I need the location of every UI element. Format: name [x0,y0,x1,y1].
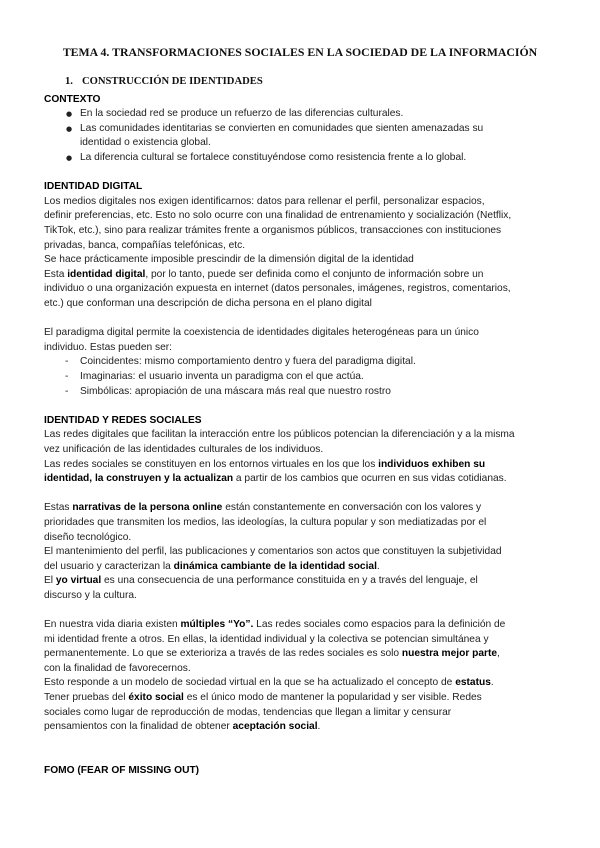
subsection-heading: FOMO (FEAR OF MISSING OUT) [44,765,200,776]
text-line [44,501,584,516]
text-run: con la finalidad de favorecernos. [44,662,191,674]
text-run: . [376,560,380,572]
document-title: TEMA 4. TRANSFORMACIONES SOCIALES EN LA SOCIEDAD DE LA INFORMACIÓN [62,45,538,59]
dash-list [44,355,584,399]
text-run: El paradigma digital permite la coexistencia de identidades digitales heterogéneas para un único [44,327,479,339]
bullet-item [44,151,584,166]
subsection-heading: IDENTIDAD DIGITAL [44,181,143,193]
text-run: Las redes digitales que facilitan la interacción entre los públicos potencian la diferenciación y a la misma [44,429,515,441]
bold-text: identidad, la construyen y la actualizan [44,473,234,485]
text-line [44,297,584,312]
text-line [44,326,584,341]
section-heading [65,74,263,90]
text-line [44,691,584,706]
text-run: es el único modo de mantener la popularidad y ser visible. Redes [183,692,482,704]
bullet-list [44,107,584,165]
text-run: En nuestra vida diaria existen [44,619,181,631]
text-run: La diferencia cultural se fortalece constituyéndose como resistencia frente a lo global. [80,152,467,164]
text-line [44,633,584,648]
text-line [44,647,584,662]
text-line [44,589,584,604]
text-run: Las redes sociales se constituyen en los entornos virtuales en los que los [44,458,379,470]
dash-marker: - [65,356,69,368]
bold-text: yo virtual [55,575,102,587]
text-run: . [317,721,321,733]
text-line [44,516,584,531]
text-run: . [490,677,494,689]
text-run: Simbólicas: apropiación de una máscara más real que nuestro rostro [80,385,391,397]
text-line [80,370,584,385]
dash-marker: - [65,385,69,397]
text-run: Se hace prácticamente imposible prescindir de la dimensión digital de la identidad [44,254,414,266]
text-line [44,253,584,268]
text-run: etc.) que conforman una descripción de dicha persona en el plano digital [44,298,372,309]
text-run: , por lo tanto, puede ser definida como el conjunto de información sobre un [145,268,484,280]
bullet-marker: ● [66,154,73,163]
text-run: El [44,575,56,587]
text-line [80,136,584,151]
dash-marker: - [65,370,69,382]
text-line [44,239,584,254]
text-run: vez unificación de las identidades culturales de los individuos. [44,443,324,455]
document-body [44,93,584,779]
section-title: CONSTRUCCIÓN DE IDENTIDADES [82,76,263,87]
text-line [44,472,584,487]
text-run: Las comunidades identitarias se convierten en comunidades que sienten amenazadas su [80,122,484,134]
bullet-item [44,107,584,122]
text-run: definir preferencias, etc. Esto no solo ocurre con una finalidad de entrenamiento y socialización (Netflix, [44,210,512,222]
text-run: Tener pruebas del [44,692,129,704]
text-line [80,107,584,122]
text-run: del usuario y caracterizan la [44,560,174,572]
text-run: Los medios digitales nos exigen identificarnos: datos para rellenar el perfil, personalizar espacios, [44,195,485,207]
text-run: están constantemente en conversación con los valores y [222,502,482,514]
text-line [44,195,584,210]
bold-text: estatus [455,677,491,689]
text-line [44,618,584,633]
text-run: mi identidad frente a otros. En ellas, la identidad individual y la colectiva se potencian simultánea y [44,633,489,645]
dash-item [44,370,584,385]
text-line [44,531,584,546]
text-run: Coincidentes: mismo comportamiento dentro y fuera del paradigma digital. [80,356,416,368]
text-run: En la sociedad red se produce un refuerzo de las diferencias culturales. [80,108,404,120]
text-run: , [497,648,500,660]
text-line [44,458,584,473]
text-line [44,428,584,443]
bullet-item [44,122,584,151]
bold-text: dinámica cambiante de la identidad social [173,560,377,572]
text-run: individuo. Estas pueden ser: [44,341,172,353]
bold-text: individuos exhiben su [378,458,486,470]
text-run: permanentemente. Lo que se exterioriza a través de las redes sociales es solo [44,648,402,660]
text-run: es una consecuencia de una performance constituida en y a través del lenguaje, el [101,575,478,587]
text-run: diseño tecnológico. [44,531,132,543]
text-line [44,209,584,224]
text-run: privadas, banca, compañías telefónicas, etc. [44,239,246,251]
text-run: El mantenimiento del perfil, las publicaciones y comentarios son actos que constituyen la subjetividad [44,546,502,558]
text-line [44,662,584,677]
text-line [44,268,584,283]
text-line [44,560,584,575]
text-line [44,574,584,589]
paragraph [44,428,584,486]
text-line [80,355,584,370]
text-line [44,676,584,691]
dash-item [44,385,584,400]
text-run: Estas [44,502,73,514]
bold-text: narrativas de la persona online [72,502,223,514]
text-line [80,385,584,400]
text-run: pensamientos con la finalidad de obtener [44,721,233,733]
text-line [44,341,584,356]
text-line [44,720,584,735]
text-line [80,122,584,137]
paragraph [44,501,584,603]
text-run: individuo o una organización expuesta en internet (datos personales, imágenes, registros, comentarios, [44,283,511,295]
bold-text: múltiples “Yo”. [180,619,254,631]
bold-text: éxito social [128,692,184,704]
text-line [44,224,584,239]
text-run: identidad o existencia global. [80,137,211,149]
text-run: a partir de los cambios que ocurren en sus vidas cotidianas. [233,473,507,485]
text-run: Esto responde a un modelo de sociedad virtual en la que se ha actualizado el concepto de [44,677,456,689]
bold-text: aceptación social [232,721,318,733]
text-line [44,282,584,297]
subsection-heading: IDENTIDAD Y REDES SOCIALES [44,414,202,426]
text-run: TikTok, etc.), sino para realizar trámites frente a organismos públicos, transacciones con instituciones [44,225,502,237]
bullet-marker: ● [66,110,73,119]
bullet-marker: ● [66,124,73,133]
paragraph [44,618,584,735]
section-number: 1. [65,76,73,87]
subsection-heading: CONTEXTO [44,93,101,105]
text-run: discurso y la cultura. [44,589,137,601]
text-line [44,545,584,560]
paragraph [44,326,584,355]
text-line [80,151,584,166]
text-line [44,443,584,458]
text-run: Esta [44,268,68,280]
text-run: Las redes sociales como espacios para la definición de [253,619,506,631]
text-run: prioridades que transmiten los medios, las ideologías, la cultura popular y son mediatizadas por el [44,516,487,528]
bold-text: nuestra mejor parte [401,648,498,660]
paragraph [44,195,584,312]
bold-text: identidad digital [67,268,146,280]
dash-item [44,355,584,370]
text-run: Imaginarias: el usuario inventa un paradigma con el que actúa. [80,370,364,382]
text-run: sociales como lugar de reproducción de modas, tendencias que llegan a limitar y censurar [44,706,452,718]
text-line [44,706,584,721]
